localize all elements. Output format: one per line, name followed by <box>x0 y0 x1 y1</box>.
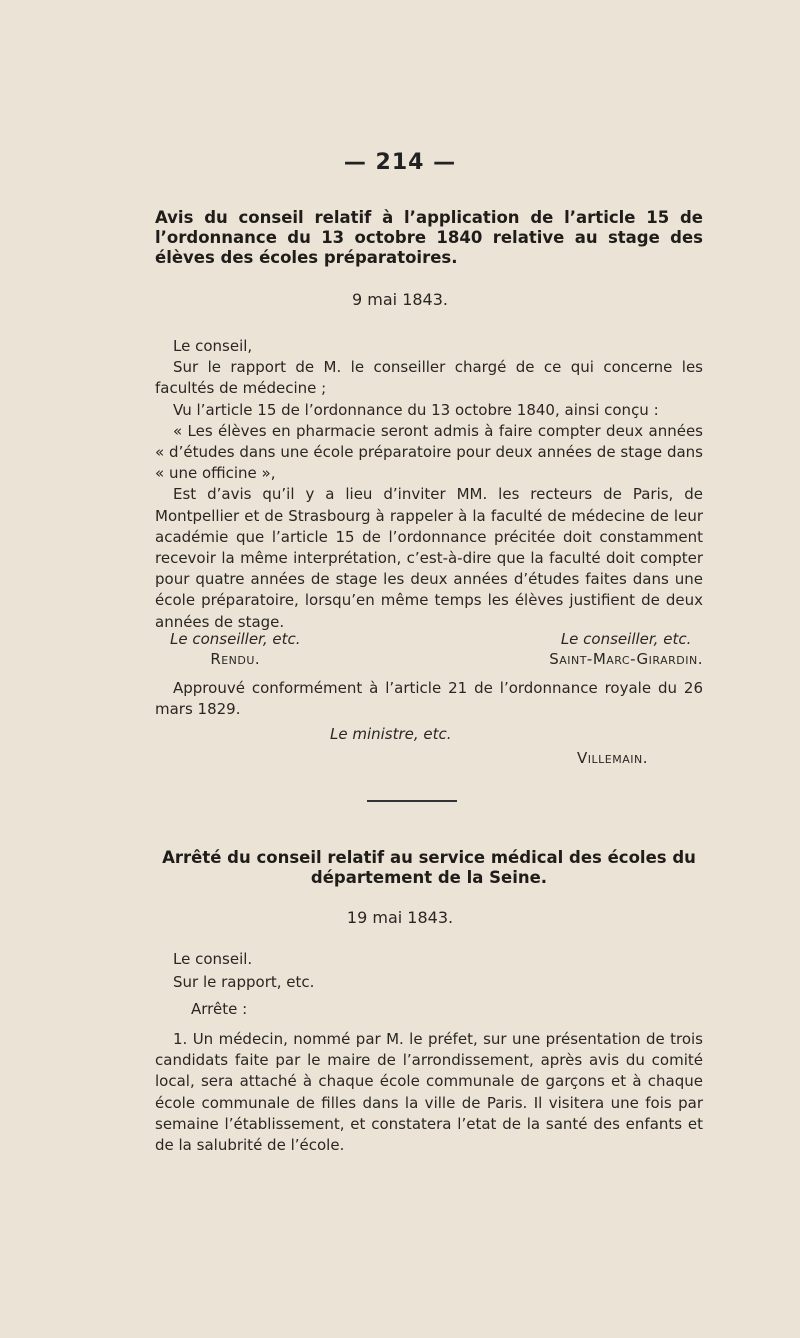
signature-left-title: Le conseiller, etc. <box>170 630 301 648</box>
section2-heading-block <box>155 848 703 888</box>
signatures <box>155 629 703 669</box>
signature-right <box>549 629 703 669</box>
section1-date: 9 mai 1843. <box>352 290 448 309</box>
section-divider <box>367 800 457 802</box>
article-1: 1. Un médecin, nommé par M. le préfet, sur une présentation de trois candidats faite par le maire de l’arrondissement, après avis du comité local, sera attaché à chaque école communale de garçons et à chaque école communale de filles dans la ville de Paris. Il visitera une fois par semaine l’établissement, et constatera l’etat de la santé des enfants et de la salubrité de l’école. <box>155 1030 703 1155</box>
section2-line: Arrête : <box>191 1000 248 1018</box>
section1-heading-block <box>155 208 703 268</box>
section1-heading: Avis du conseil relatif à l’application de l’article 15 de l’ordonnance du 13 octobre 1840 relative au stage des élèves des écoles préparatoires. <box>155 208 703 267</box>
signature-right-title: Le conseiller, etc. <box>560 630 692 648</box>
section2-heading: Arrêté du conseil relatif au service médical des écoles du département de la Seine. <box>162 848 696 887</box>
section1-body <box>155 336 703 633</box>
signature-right-name: Saint-Marc-Girardin. <box>549 650 703 668</box>
minister-name: Villemain. <box>577 749 648 767</box>
paragraph: Vu l’article 15 de l’ordonnance du 13 octobre 1840, ainsi conçu : <box>173 400 659 419</box>
minister-block <box>155 724 703 768</box>
paragraph: Est d’avis qu’il y a lieu d’inviter MM. les recteurs de Paris, de Montpellier et de Strasbourg à rappeler à la faculté de médecine de leur académie que l’article 15 de l’ordonnance précitée doit constamment recevoir la même interprétation, c’est-à-dire que la faculté doit compter pour quatre années de stage les deux années d’études faites dans une école préparatoire, lorsqu’en même temps les élèves justifient de deux années de stage. <box>155 485 703 631</box>
section2-line: Sur le rapport, etc. <box>173 973 315 991</box>
section2-body <box>155 948 703 1156</box>
signature-left-name: Rendu. <box>210 650 261 668</box>
signature-left <box>170 629 301 669</box>
minister-title: Le ministre, etc. <box>330 725 452 743</box>
paragraph: Le conseil, <box>173 337 253 355</box>
approval: Approuvé conformément à l’article 21 de l’ordonnance royale du 26 mars 1829. <box>155 679 703 719</box>
page-number: — 214 — <box>343 150 457 175</box>
section2-date: 19 mai 1843. <box>346 908 454 927</box>
quoted-article: « Les élèves en pharmacie seront admis à faire compter deux années « d’études dans une école préparatoire pour deux années de stage dans « une officine », <box>155 421 703 483</box>
paragraph: Sur le rapport de M. le conseiller chargé de ce qui concerne les facultés de médecine ; <box>155 358 703 398</box>
section2-line: Le conseil. <box>173 950 253 968</box>
approval-block <box>155 678 703 720</box>
